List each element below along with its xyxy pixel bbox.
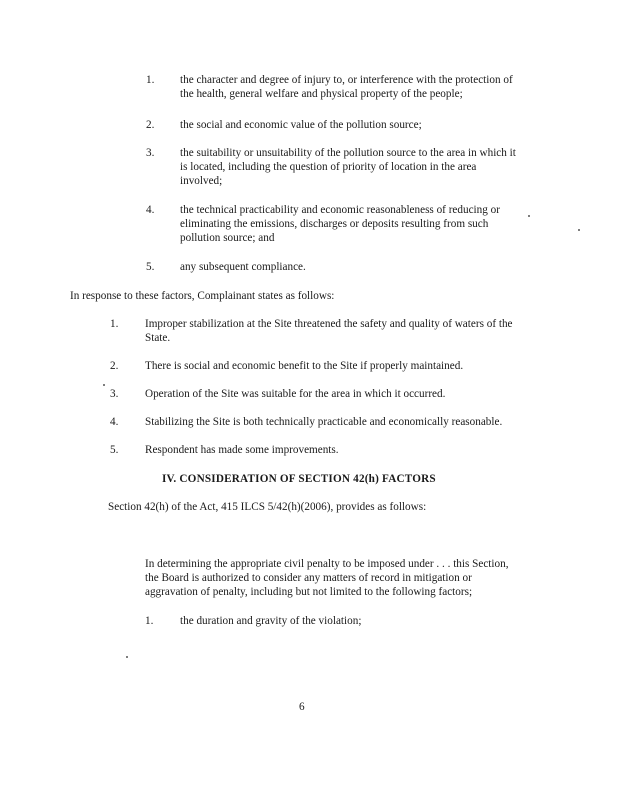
factor-number: 3.: [146, 147, 155, 159]
response-text: Respondent has made some improvements.: [145, 444, 339, 456]
factor-number: 1.: [146, 74, 155, 86]
quote-number: 1.: [145, 615, 154, 627]
factor-text: the technical practicability and economic reasonableness of reducing or eliminating the emissions, discharges or deposits resulting from such pollution source; and: [180, 204, 500, 244]
factor-number: 2.: [146, 119, 155, 131]
factor-text: the suitability or unsuitability of the pollution source to the area in which it is located, including the question of priority of location in the area involved;: [180, 147, 516, 187]
statute-quote: In determining the appropriate civil penalty to be imposed under . . . this Section, the Board is authorized to consider any matters of record in mitigation or aggravation of penalty, including but not limited to the following factors;: [145, 558, 509, 598]
factor-number: 4.: [146, 204, 155, 216]
response-text: Operation of the Site was suitable for the area in which it occurred.: [145, 388, 446, 400]
factor-text: the social and economic value of the pollution source;: [180, 119, 422, 131]
factor-text: any subsequent compliance.: [180, 261, 306, 273]
scan-speck: [578, 229, 580, 231]
section-heading: IV. CONSIDERATION OF SECTION 42(h) FACTORS: [162, 473, 436, 485]
response-text: There is social and economic benefit to the Site if properly maintained.: [145, 360, 464, 372]
response-number: 4.: [110, 416, 119, 428]
response-number: 5.: [110, 444, 119, 456]
factor-text: the character and degree of injury to, or interference with the protection of the health, general welfare and physical property of the people;: [180, 74, 513, 100]
scan-speck: [126, 656, 128, 658]
section-intro: Section 42(h) of the Act, 415 ILCS 5/42(h)(2006), provides as follows:: [108, 501, 427, 513]
response-text: Stabilizing the Site is both technically practicable and economically reasonable.: [145, 416, 503, 428]
factor-number: 5.: [146, 261, 155, 273]
response-number: 3.: [110, 388, 119, 400]
scan-speck: [103, 384, 105, 386]
scan-speck: [528, 215, 530, 217]
quote-text: the duration and gravity of the violation;: [180, 615, 362, 627]
response-intro: In response to these factors, Complainant states as follows:: [70, 290, 335, 302]
page-number: 6: [299, 701, 305, 713]
response-number: 1.: [110, 318, 119, 330]
response-text: Improper stabilization at the Site threatened the safety and quality of waters of the State.: [145, 318, 513, 344]
response-number: 2.: [110, 360, 119, 372]
